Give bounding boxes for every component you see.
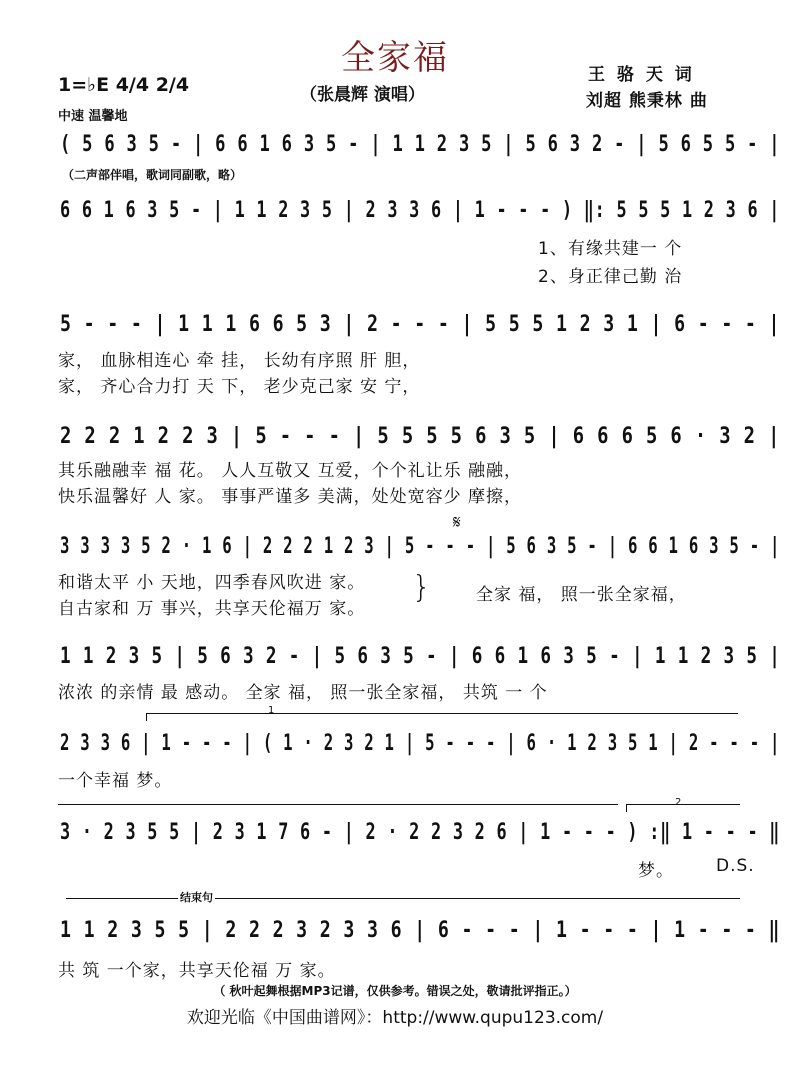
score-line-3: 5 - - - | 1 1 1 6 6 5 3 | 2 - - - | 5 5 5 1 2 3 1 | 6 - - - | bbox=[60, 312, 781, 337]
lyric-line-8: 梦。 bbox=[638, 861, 674, 881]
tempo-marking: 中速 温馨地 bbox=[58, 109, 128, 124]
website-footer[interactable]: 欢迎光临《中国曲谱网》：http://www.qupu123.com/ bbox=[186, 1008, 604, 1028]
score-line-9: 1 1 2 3 5 5 | 2 2 2 3 2 3 3 6 | 6 - - - | 1 - - - | 1 - - - ‖ bbox=[60, 918, 781, 943]
volta-1-number: 1 bbox=[268, 705, 275, 716]
lyric-line-5-verse-1: 和谐太平 小 天地，四季春风吹进 家。 bbox=[58, 573, 366, 593]
lyric-line-2-verse-1: 1、有缘共建一 个 bbox=[538, 239, 683, 259]
lyricist-credit: 王 骆 天 词 bbox=[588, 65, 695, 85]
ending-bracket bbox=[66, 898, 740, 899]
volta-1-bracket bbox=[146, 713, 738, 714]
score-line-4: 2 2 2 1 2 2 3 | 5 - - - | 5 5 5 5 6 3 5 | 6 6 6 5 6 · 3 2 | bbox=[60, 424, 781, 449]
dal-segno-mark: D.S. bbox=[716, 856, 755, 876]
lyric-line-3-verse-2: 家， 齐心合力打 天 下， 老少克己家 安 宁， bbox=[58, 377, 421, 397]
score-line-5: 3 3 3 3 5 2 · 1 6 | 2 2 2 1 2 3 | 5 - - - | 5 6 3 5 - | 6 6 1 6 3 5 - | bbox=[60, 534, 781, 559]
transcription-note: （ 秋叶起舞根据MP3记谱，仅供参考。错误之处，敬请批评指正。） bbox=[213, 984, 577, 998]
volta-1-continuation bbox=[58, 804, 618, 805]
score-line-1: ( 5 6 3 5 - | 6 6 1 6 3 5 - | 1 1 2 3 5 | 5 6 3 2 - | 5 6 5 5 - | bbox=[60, 132, 781, 157]
lyric-line-5-verse-2: 自古家和 万 事兴，共享天伦福万 家。 bbox=[58, 599, 366, 619]
singer-credit: （张晨辉 演唱） bbox=[300, 85, 425, 105]
lyric-line-2-verse-2: 2、身正律己勤 治 bbox=[538, 267, 683, 287]
segno-sign: 𝄋 bbox=[453, 512, 461, 533]
song-title: 全家福 bbox=[341, 38, 449, 78]
accompaniment-note: （二声部伴唱，歌词同副歌，略） bbox=[62, 168, 243, 182]
lyric-line-7: 一个幸福 梦。 bbox=[58, 771, 173, 791]
ending-label: 结束句 bbox=[180, 891, 213, 904]
lyric-line-4-verse-2: 快乐温馨好 人 家。 事事严谨多 美满，处处宽容少 摩擦， bbox=[58, 487, 523, 507]
volta-2-number: 2 bbox=[675, 797, 682, 808]
volta-2-bracket-end bbox=[626, 804, 627, 812]
lyric-line-3-verse-1: 家， 血脉相连心 牵 挂， 长幼有序照 肝 胆， bbox=[58, 351, 421, 371]
lyric-line-6: 浓浓 的亲情 最 感动。 全家 福， 照一张全家福， 共筑 一 个 bbox=[58, 683, 548, 703]
lyric-line-5-chorus: 全家 福， 照一张全家福， bbox=[476, 585, 687, 605]
score-line-8: 3 · 2 3 5 5 | 2 3 1 7 6 - | 2 · 2 2 3 2 6 | 1 - - - ) :‖ 1 - - - ‖ bbox=[60, 820, 781, 845]
score-line-7: 2 3 3 6 | 1 - - - | ( 1 · 2 3 2 1 | 5 - - - | 6 · 1 2 3 5 1 | 2 - - - | bbox=[60, 731, 781, 756]
lyric-line-4-verse-1: 其乐融融幸 福 花。 人人互敬又 互爱，个个礼让乐 融融， bbox=[58, 461, 523, 481]
composer-credit: 刘超 熊秉林 曲 bbox=[586, 91, 708, 111]
verse-brace: } bbox=[412, 570, 432, 605]
score-line-6: 1 1 2 3 5 | 5 6 3 2 - | 5 6 3 5 - | 6 6 1 6 3 5 - | 1 1 2 3 5 | bbox=[60, 644, 781, 669]
lyric-line-9: 共 筑 一个家，共享天伦福 万 家。 bbox=[58, 961, 336, 981]
score-line-2: 6 6 1 6 3 5 - | 1 1 2 3 5 | 2 3 3 6 | 1 - - - ) ‖: 5 5 5 1 2 3 6 | bbox=[60, 198, 781, 223]
volta-2-bracket bbox=[626, 804, 740, 805]
key-signature: 1=♭E 4/4 2/4 bbox=[58, 74, 190, 96]
volta-1-bracket-end bbox=[146, 713, 147, 721]
